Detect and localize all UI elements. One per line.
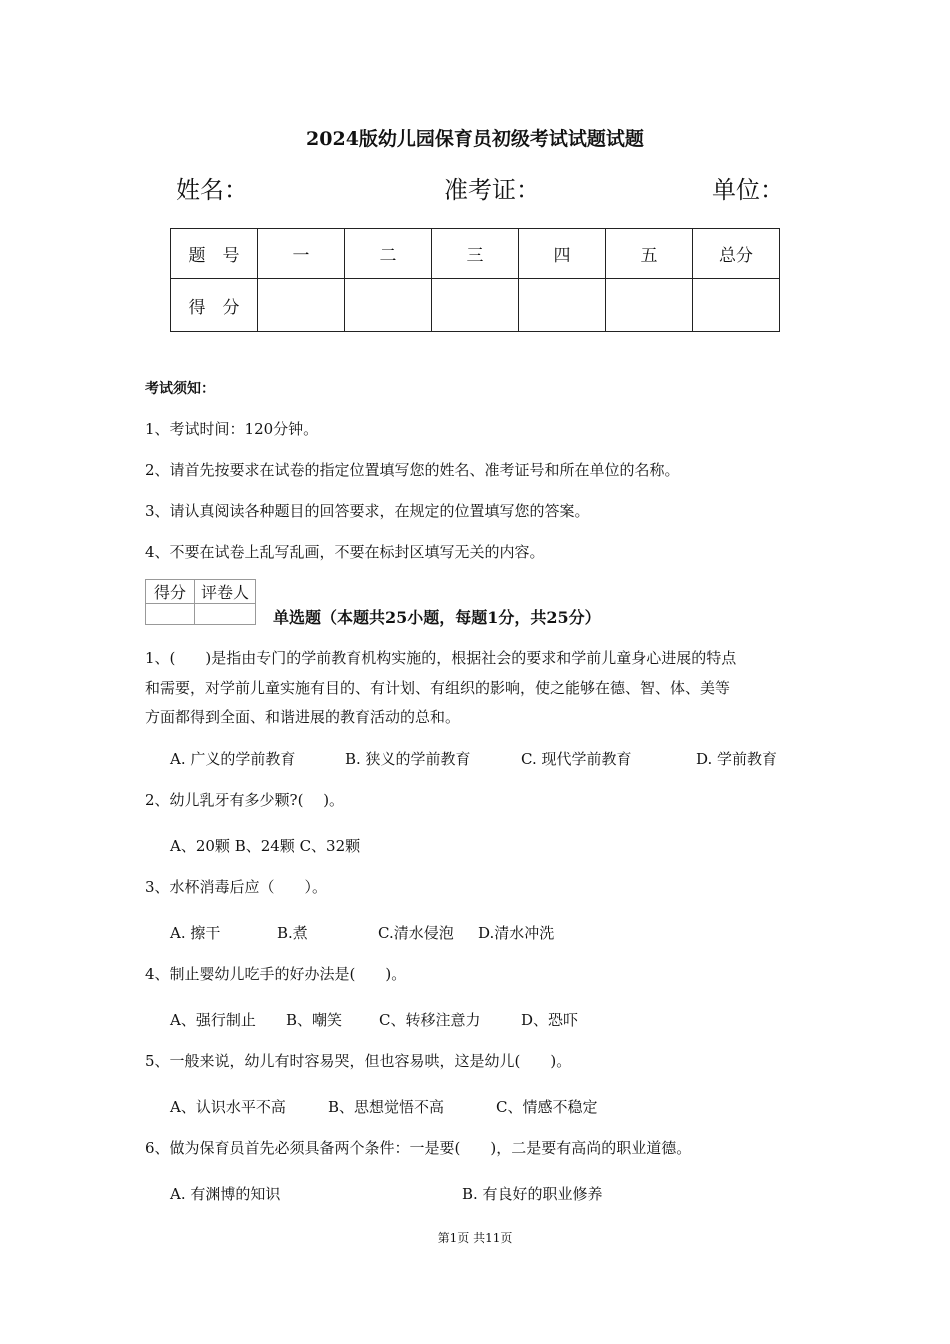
page-footer: 第1页 共11页 xyxy=(437,1231,513,1245)
option: A. 擦干 xyxy=(170,924,221,942)
question-2-line: 2、幼儿乳牙有多少颗?( )。 xyxy=(145,791,345,809)
question-5-line: 5、一般来说，幼儿有时容易哭，但也容易哄，这是幼儿( )。 xyxy=(145,1052,572,1070)
notice-item: 3、请认真阅读各种题目的回答要求，在规定的位置填写您的答案。 xyxy=(145,502,590,520)
option: B、思想觉悟不高 xyxy=(328,1098,445,1116)
notice-item: 4、不要在试卷上乱写乱画，不要在标封区填写无关的内容。 xyxy=(145,543,545,561)
option: D.清水冲洗 xyxy=(478,924,555,942)
score-header-cell: 题 号 xyxy=(171,229,258,279)
score-header-cell: 总分 xyxy=(693,229,780,279)
question-4-line: 4、制止婴幼儿吃手的好办法是( )。 xyxy=(145,965,407,983)
score-cell xyxy=(519,279,606,332)
option: A、强行制止 xyxy=(170,1011,256,1029)
score-cell xyxy=(693,279,780,332)
notice-heading: 考试须知： xyxy=(145,381,215,397)
grader-name-cell xyxy=(195,604,256,625)
unit-field-label: 单位： xyxy=(712,176,784,204)
grader-score-label: 得分 xyxy=(146,580,195,604)
option: A. 广义的学前教育 xyxy=(170,750,296,768)
question-1-line: 和需要，对学前儿童实施有目的、有计划、有组织的影响，使之能够在德、智、体、美等 xyxy=(145,679,731,697)
question-6-line: 6、做为保育员首先必须具备两个条件：一是要( )，二是要有高尚的职业道德。 xyxy=(145,1139,692,1157)
score-cell xyxy=(432,279,519,332)
option: B.煮 xyxy=(277,924,308,942)
option: C、情感不稳定 xyxy=(496,1098,598,1116)
name-field-label: 姓名： xyxy=(176,176,248,204)
score-cell xyxy=(345,279,432,332)
score-header-cell: 二 xyxy=(345,229,432,279)
option: D. 学前教育 xyxy=(696,750,778,768)
option: A、20颗 B、24颗 C、32颗 xyxy=(170,837,361,855)
section-title: 单选题（本题共25小题，每题1分，共25分） xyxy=(273,608,601,627)
question-3-line: 3、水杯消毒后应（ ）。 xyxy=(145,878,328,896)
score-row-label: 得 分 xyxy=(171,279,258,332)
option: C、转移注意力 xyxy=(379,1011,481,1029)
score-cell xyxy=(606,279,693,332)
score-header-cell: 三 xyxy=(432,229,519,279)
score-table xyxy=(170,228,780,332)
notice-item: 2、请首先按要求在试卷的指定位置填写您的姓名、准考证号和所在单位的名称。 xyxy=(145,461,680,479)
grader-box xyxy=(145,579,256,625)
option: A、认识水平不高 xyxy=(170,1098,286,1116)
grader-score-cell xyxy=(146,604,195,625)
option: C.清水侵泡 xyxy=(378,924,454,942)
option: B、嘲笑 xyxy=(286,1011,343,1029)
exam-id-field-label: 准考证： xyxy=(444,176,540,204)
score-table-score-row xyxy=(171,279,780,332)
option: C. 现代学前教育 xyxy=(521,750,632,768)
option: D、恐吓 xyxy=(521,1011,579,1029)
score-cell xyxy=(258,279,345,332)
score-table-header-row xyxy=(171,229,780,279)
question-1-line: 1、( )是指由专门的学前教育机构实施的，根据社会的要求和学前儿童身心进展的特点 xyxy=(145,649,737,667)
score-header-cell: 四 xyxy=(519,229,606,279)
notice-item: 1、考试时间：120分钟。 xyxy=(145,420,319,438)
option: A. 有渊博的知识 xyxy=(170,1185,281,1203)
option: B. 狭义的学前教育 xyxy=(345,750,471,768)
question-1-line: 方面都得到全面、和谐进展的教育活动的总和。 xyxy=(145,708,461,726)
grader-name-label: 评卷人 xyxy=(195,580,256,604)
score-header-cell: 一 xyxy=(258,229,345,279)
score-header-cell: 五 xyxy=(606,229,693,279)
page-title: 2024版幼儿园保育员初级考试试题试题 xyxy=(306,128,644,150)
option: B. 有良好的职业修养 xyxy=(462,1185,603,1203)
